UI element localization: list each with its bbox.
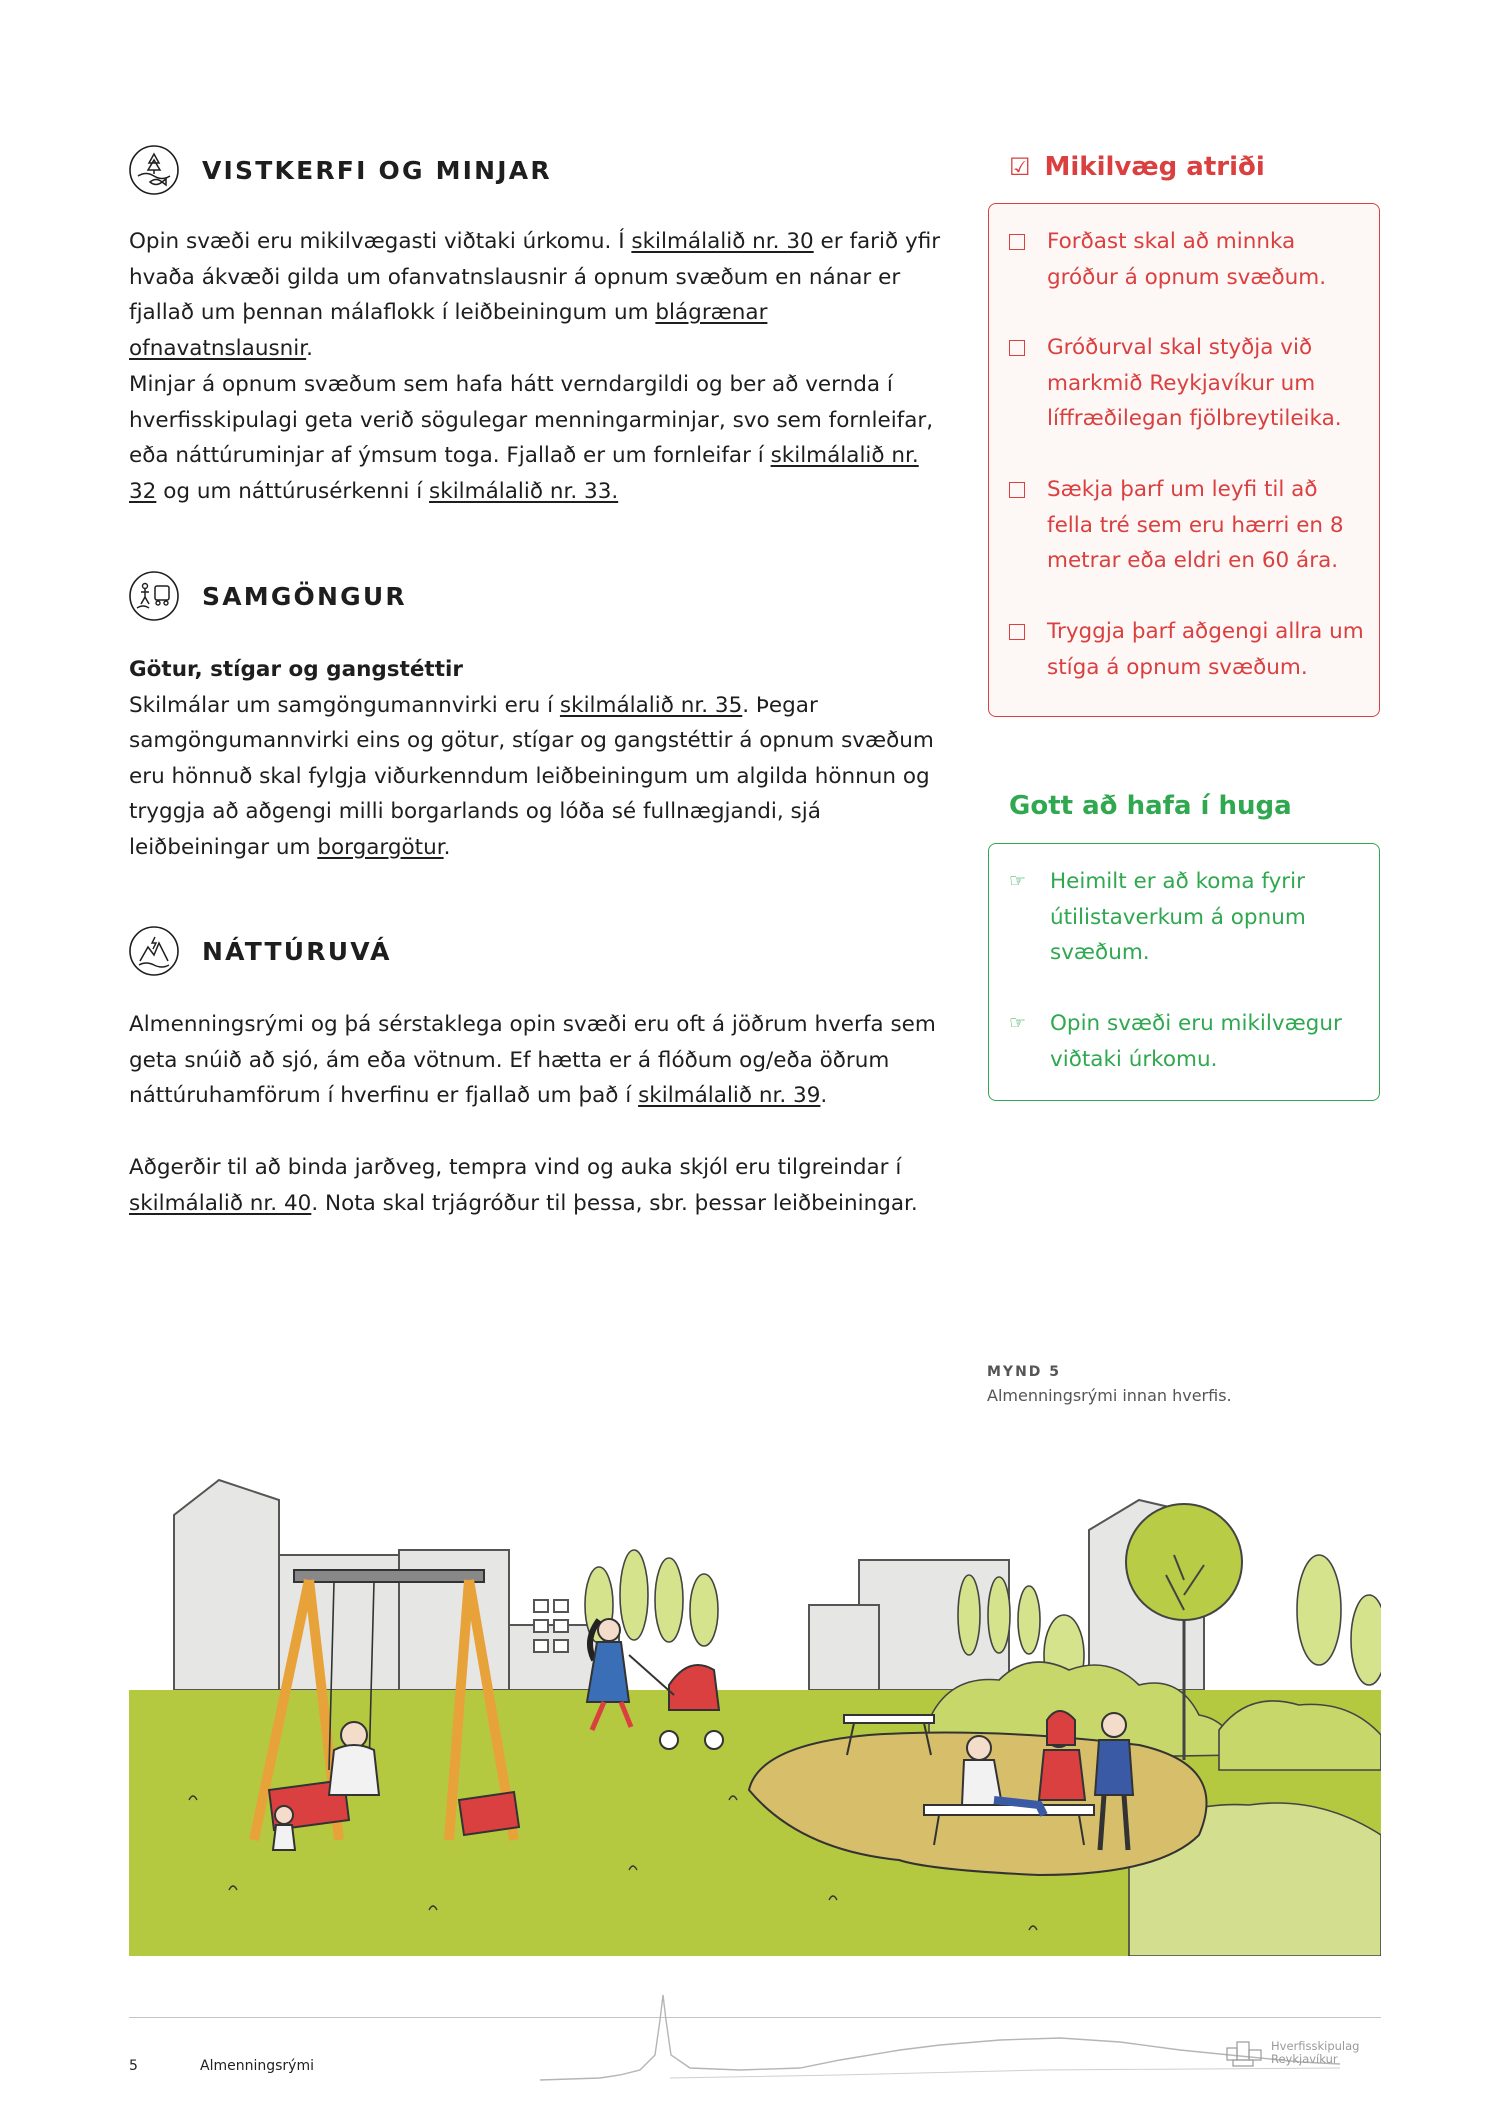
link-skilmalalid-33[interactable]: skilmálalið nr. 33. xyxy=(429,478,619,504)
important-points-box xyxy=(988,203,1380,717)
hverfisskipulag-logo-icon xyxy=(1225,2038,1265,2068)
important-item xyxy=(1009,330,1364,437)
section-heading-vistkerfi xyxy=(128,144,552,196)
natural-hazard-icon xyxy=(128,925,180,977)
public-space-illustration xyxy=(129,1470,1381,1956)
good-to-know-box xyxy=(988,843,1380,1101)
checkbox-icon xyxy=(1009,340,1025,356)
good-to-know-item xyxy=(1009,1006,1364,1077)
text: Skilmálar um samgöngumannvirki eru í xyxy=(129,692,560,718)
important-item xyxy=(1009,224,1364,295)
good-to-know-item-text: Opin svæði eru mikilvægur viðtaki úrkomu. xyxy=(1050,1011,1342,1072)
subheading-streets: Götur, stígar og gangstéttir xyxy=(129,657,463,682)
link-borgargotur[interactable]: borgargötur xyxy=(317,834,444,860)
link-skilmalalid-40[interactable]: skilmálalið nr. 40 xyxy=(129,1190,312,1216)
section-heading-natturuva xyxy=(128,925,392,977)
reykjavik-skyline xyxy=(540,1990,1340,2086)
section-title: NÁTTÚRUVÁ xyxy=(202,936,392,966)
checkbox-icon xyxy=(1009,482,1025,498)
pointing-hand-icon: ☞ xyxy=(1009,870,1027,892)
link-skilmalalid-30[interactable]: skilmálalið nr. 30 xyxy=(631,229,814,254)
link-blagraenar[interactable]: blágrænar ofnavatnslausnir xyxy=(129,300,768,361)
logo-line: Hverfisskipulag xyxy=(1271,2039,1360,2053)
good-to-know-heading xyxy=(1009,791,1292,821)
footer-logo xyxy=(1225,2038,1359,2068)
important-item-text: Forðast skal að minnka gróður á opnum svæðum. xyxy=(1047,229,1327,290)
footer-section-title: Almenningsrými xyxy=(200,2058,314,2074)
checkbox-icon xyxy=(1009,624,1025,640)
checkbox-checked-icon: ☑ xyxy=(1009,153,1031,181)
section-title: VISTKERFI OG MINJAR xyxy=(202,155,552,185)
text: og um náttúrusérkenni í xyxy=(156,478,430,504)
paragraph-streets xyxy=(129,652,949,865)
paragraph-soil xyxy=(129,1150,949,1221)
good-to-know-item xyxy=(1009,864,1364,971)
figure-caption: Almenningsrými innan hverfis. xyxy=(987,1386,1232,1405)
transport-icon xyxy=(128,570,180,622)
paragraph-runoff xyxy=(129,224,949,366)
text: Opin svæði eru mikilvægasti viðtaki úrkomu. Í xyxy=(129,229,632,254)
text: er farið yfir hvaða ákvæði gilda um ofanvatnslausnir á opnum svæðum en nánar er fjallað um þennan málaflokk í leiðbeiningum um xyxy=(129,229,941,325)
text: Minjar á opnum svæðum sem hafa hátt verndargildi og ber að vernda í hverfisskipulagi geta verið sögulegar menningarminjar, svo sem fornleifar, eða náttúruminjar af ýmsum toga. Fjallað er um fornleifar í xyxy=(129,372,934,468)
section-heading-samgongur xyxy=(128,570,407,622)
good-to-know-item-text: Heimilt er að koma fyrir útilistaverkum á opnum svæðum. xyxy=(1050,869,1306,965)
text: . xyxy=(443,834,451,860)
logo-text xyxy=(1271,2040,1359,2066)
important-item-text: Sækja þarf um leyfi til að fella tré sem eru hærri en 8 metrar eða eldri en 60 ára. xyxy=(1047,477,1344,573)
text: . xyxy=(306,335,313,361)
text: . xyxy=(820,1083,828,1108)
text: Almenningsrými og þá sérstaklega opin svæði eru oft á jöðrum hverfa sem geta snúið að sjó, ám eða vötnum. Ef hætta er á flóðum og/eða öðrum náttúruhamförum í hverfinu er fjallað um það í xyxy=(129,1012,936,1108)
important-points-heading xyxy=(1009,152,1265,182)
important-points-title: Mikilvæg atriði xyxy=(1044,152,1265,182)
good-to-know-title: Gott að hafa í huga xyxy=(1009,791,1292,821)
important-item-text: Tryggja þarf aðgengi allra um stíga á opnum svæðum. xyxy=(1047,619,1364,680)
important-item xyxy=(1009,614,1364,685)
section-title: SAMGÖNGUR xyxy=(202,581,407,611)
important-item-text: Gróðurval skal styðja við markmið Reykjavíkur um líffræðilegan fjölbreytileika. xyxy=(1047,335,1342,431)
text: . Þegar samgöngumannvirki eins og götur, stígar og gangstéttir á opnum svæðum eru hönnuð skal fylgja viðurkenndum leiðbeiningum um algilda hönnun og tryggja að aðgengi milli borgarlands og lóða sé fullnægjandi, sjá leiðbeiningar um xyxy=(129,692,934,860)
figure-label: MYND 5 xyxy=(987,1364,1062,1380)
ecosystem-icon xyxy=(128,144,180,196)
link-skilmalalid-35[interactable]: skilmálalið nr. 35 xyxy=(559,692,743,718)
checkbox-icon xyxy=(1009,234,1025,250)
page-number: 5 xyxy=(129,2058,138,2074)
text: Aðgerðir til að binda jarðveg, tempra vind og auka skjól eru tilgreindar í xyxy=(129,1155,902,1180)
pointing-hand-icon: ☞ xyxy=(1009,1012,1027,1034)
important-item xyxy=(1009,472,1364,579)
paragraph-flood xyxy=(129,1007,949,1114)
link-skilmalalid-39[interactable]: skilmálalið nr. 39 xyxy=(638,1083,821,1108)
text: . Nota skal trjágróður til þessa, sbr. þessar leiðbeiningar. xyxy=(311,1190,918,1216)
link-skilmalalid-32[interactable]: skilmálalið nr. 32 xyxy=(129,443,919,504)
logo-line: Reykjavíkur xyxy=(1271,2052,1338,2066)
paragraph-heritage xyxy=(129,367,949,509)
